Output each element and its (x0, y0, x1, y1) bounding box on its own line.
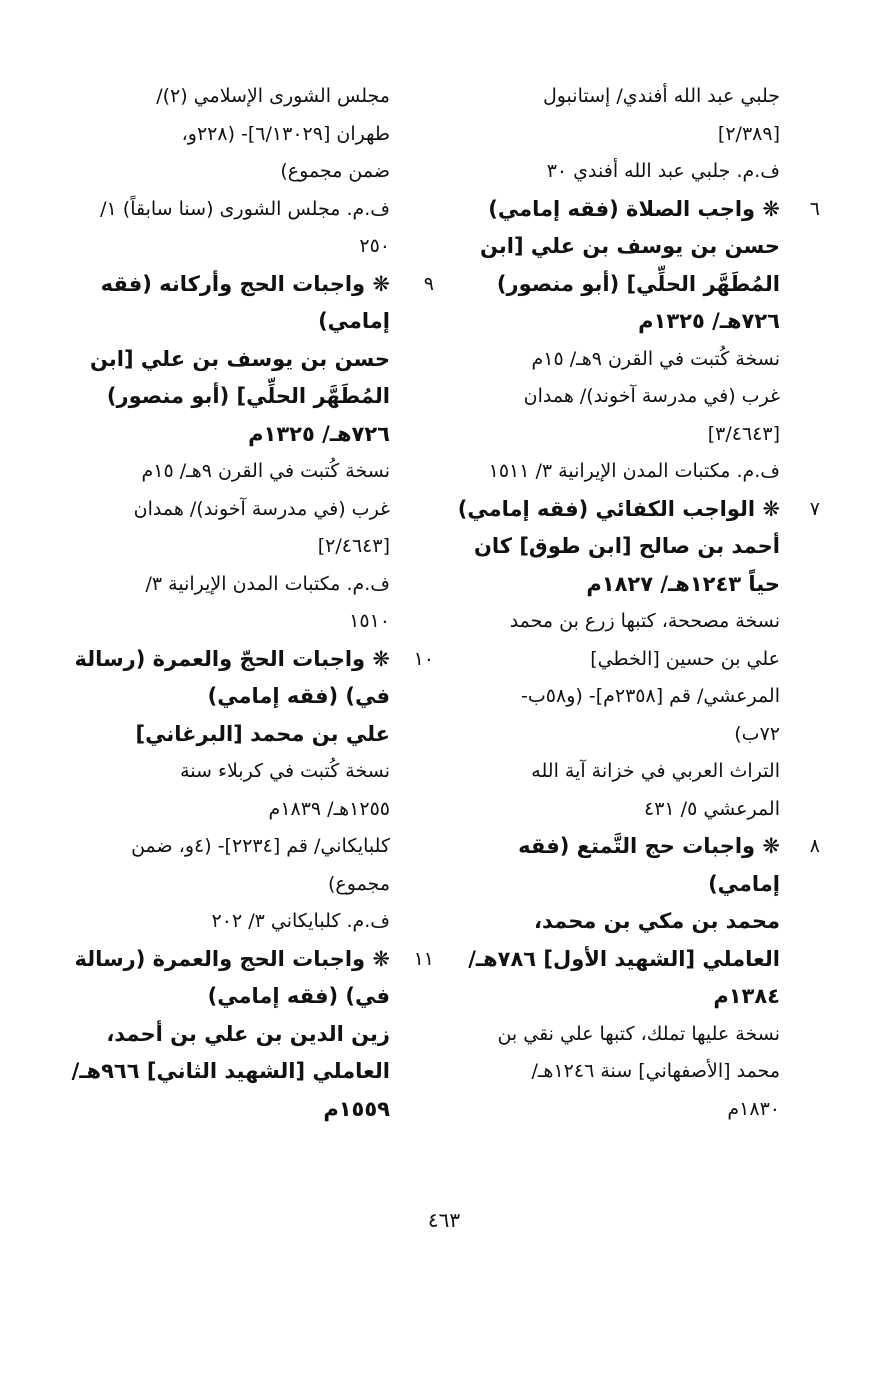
text-line (60, 791, 390, 829)
line-text: ف.م. كلبايكاني ٣/ ٢٠٢ (211, 910, 390, 932)
line-text: ف.م. جلبي عبد الله أفندي ٣٠ (546, 160, 780, 182)
line-text: نسخة مصححة، كتبها زرع بن محمد (509, 610, 780, 632)
text-line (420, 1053, 780, 1091)
entry-title-line (60, 941, 434, 979)
line-text: التراث العربي في خزانة آية الله (531, 760, 780, 782)
line-text: ضمن مجموع) (280, 160, 390, 182)
line-text: مجلس الشورى الإسلامي (٢)/ (156, 85, 390, 107)
text-line (420, 78, 780, 116)
line-text: أحمد بن صالح [ابن طوق] كان (474, 534, 780, 558)
line-text: المرعشي ٥/ ٤٣١ (644, 797, 780, 820)
text-line (60, 116, 390, 154)
text-line (60, 153, 390, 191)
text-line (420, 941, 780, 979)
text-line (60, 191, 390, 229)
line-text: حسن بن يوسف بن علي [ابن (480, 234, 780, 258)
line-text: حياً ١٢٤٣هـ/ ١٨٢٧م (586, 571, 780, 596)
line-text: حسن بن يوسف بن علي [ابن (90, 346, 390, 371)
text-line (60, 566, 390, 604)
text-line (60, 78, 390, 116)
line-text: ❋ واجب الصلاة (فقه إمامي) (488, 196, 780, 221)
line-text: العاملي [الشهيد الثاني] ٩٦٦هـ/ (71, 1059, 390, 1083)
text-line (60, 603, 390, 641)
line-text: ٧٢٦هـ/ ١٣٢٥م (638, 309, 780, 333)
text-line (420, 266, 780, 304)
text-line (420, 341, 780, 379)
line-text: ٧٢ب) (734, 722, 780, 745)
line-text: جلبي عبد الله أفندي/ إستانبول (542, 85, 780, 107)
text-line (420, 753, 780, 791)
text-line (420, 528, 780, 566)
line-text: المرعشي/ قم [٢٣٥٨م]- (و٥٨ب- (521, 685, 780, 707)
line-text: غرب (في مدرسة آخوند)/ همدان (523, 385, 780, 407)
entry-title-line (420, 491, 820, 529)
text-line (420, 603, 780, 641)
entry-number: ١٠ (413, 647, 434, 670)
text-line (60, 978, 390, 1016)
text-line (60, 303, 390, 341)
line-text: [٢/٤٦٤٣] (317, 535, 390, 557)
text-line (420, 303, 780, 341)
line-text: ❋ واجبات الحجّ والعمرة (رسالة (74, 646, 390, 671)
line-text: نسخة عليها تملك، كتبها علي نقي بن (497, 1022, 780, 1045)
line-text: ف.م. مكتبات المدن الإيرانية ٣/ ١٥١١ (488, 460, 780, 482)
text-line (420, 678, 780, 716)
text-line (420, 116, 780, 154)
line-text: في) (فقه إمامي) (207, 984, 390, 1008)
text-line (60, 416, 390, 454)
text-line (420, 791, 780, 829)
text-line (60, 228, 390, 266)
text-line (420, 716, 780, 754)
line-text: المُطَهَّر الحلِّي] (أبو منصور) (496, 271, 780, 296)
text-line (420, 228, 780, 266)
text-line (60, 528, 390, 566)
line-text: علي بن محمد [البرغاني] (135, 721, 390, 746)
text-line (60, 903, 390, 941)
text-line (420, 378, 780, 416)
text-line (60, 678, 390, 716)
text-line (60, 491, 390, 529)
entry-number: ٧ (809, 497, 820, 520)
line-text: طهران [٦/١٣٠٢٩]- (٢٢٨و، (181, 122, 390, 145)
line-text: ١٨٣٠م (727, 1097, 780, 1120)
line-text: إمامي) (708, 871, 780, 896)
text-line (60, 1053, 390, 1091)
line-text: [٣/٤٦٤٣] (707, 422, 780, 445)
entry-title-line (60, 641, 434, 679)
entry-title-line (420, 828, 820, 866)
line-text: ٧٢٦هـ/ ١٣٢٥م (248, 421, 390, 446)
line-text: نسخة كُتبت في كربلاء سنة (180, 760, 390, 782)
entry-number: ٨ (809, 835, 820, 857)
line-text: مجموع) (328, 872, 390, 895)
text-line (420, 1091, 780, 1129)
line-text: المُطَهَّر الحلِّي] (أبو منصور) (106, 384, 390, 408)
left-column (60, 78, 434, 1128)
line-text: زين الدين بن علي بن أحمد، (106, 1021, 390, 1046)
line-text: ❋ واجبات الحج والعمرة (رسالة (74, 946, 390, 971)
text-line (420, 453, 780, 491)
text-line (420, 978, 780, 1016)
text-line (420, 566, 780, 604)
text-line (420, 903, 780, 941)
line-text: ١٥٥٩م (323, 1096, 390, 1121)
line-text: نسخة كُتبت في القرن ٩هـ/ ١٥م (141, 460, 390, 482)
line-text: في) (فقه إمامي) (207, 684, 390, 708)
entry-title-line (60, 266, 434, 304)
line-text: ١٢٥٥هـ/ ١٨٣٩م (268, 797, 390, 820)
line-text: ❋ واجبات الحج وأركانه (فقه (100, 271, 390, 296)
text-line (420, 1016, 780, 1054)
entry-number: ٩ (423, 272, 434, 295)
text-line (60, 866, 390, 904)
text-line (60, 1091, 390, 1129)
text-line (60, 1016, 390, 1054)
line-text: كلبايكاني/ قم [٢٢٣٤]- (٤و، ضمن (131, 835, 390, 857)
page-number: ٤٦٣ (427, 1208, 461, 1232)
entry-title-line (420, 191, 820, 229)
text-line (60, 753, 390, 791)
line-text: محمد بن مكي بن محمد، (534, 909, 780, 933)
text-line (420, 641, 780, 679)
line-text: ٢٥٠ (359, 235, 390, 257)
line-text: ❋ واجبات حج التَّمتع (فقه (518, 834, 780, 858)
text-line (60, 378, 390, 416)
line-text: ف.م. مكتبات المدن الإيرانية ٣/ (145, 572, 390, 595)
text-line (60, 453, 390, 491)
line-text: محمد [الأصفهاني] سنة ١٢٤٦هـ/ (531, 1060, 780, 1082)
line-text: [٢/٣٨٩] (717, 122, 780, 145)
line-text: العاملي [الشهيد الأول] ٧٨٦هـ/ (468, 946, 780, 971)
text-line (420, 153, 780, 191)
line-text: ١٥١٠ (349, 610, 390, 632)
right-column (420, 78, 820, 1128)
line-text: ١٣٨٤م (713, 984, 780, 1008)
line-text: إمامي) (318, 309, 390, 333)
line-text: علي بن حسين [الخطي] (590, 647, 780, 670)
entry-number: ١١ (413, 947, 434, 970)
text-line (60, 716, 390, 754)
text-line (60, 341, 390, 379)
text-line (420, 416, 780, 454)
line-text: ❋ الواجب الكفائي (فقه إمامي) (457, 496, 780, 521)
line-text: غرب (في مدرسة آخوند)/ همدان (133, 497, 390, 520)
line-text: نسخة كُتبت في القرن ٩هـ/ ١٥م (531, 347, 780, 370)
text-line (420, 866, 780, 904)
entry-number: ٦ (809, 197, 820, 220)
line-text: ف.م. مجلس الشورى (سنا سابقاً) ١/ (100, 197, 390, 220)
text-line (60, 828, 390, 866)
